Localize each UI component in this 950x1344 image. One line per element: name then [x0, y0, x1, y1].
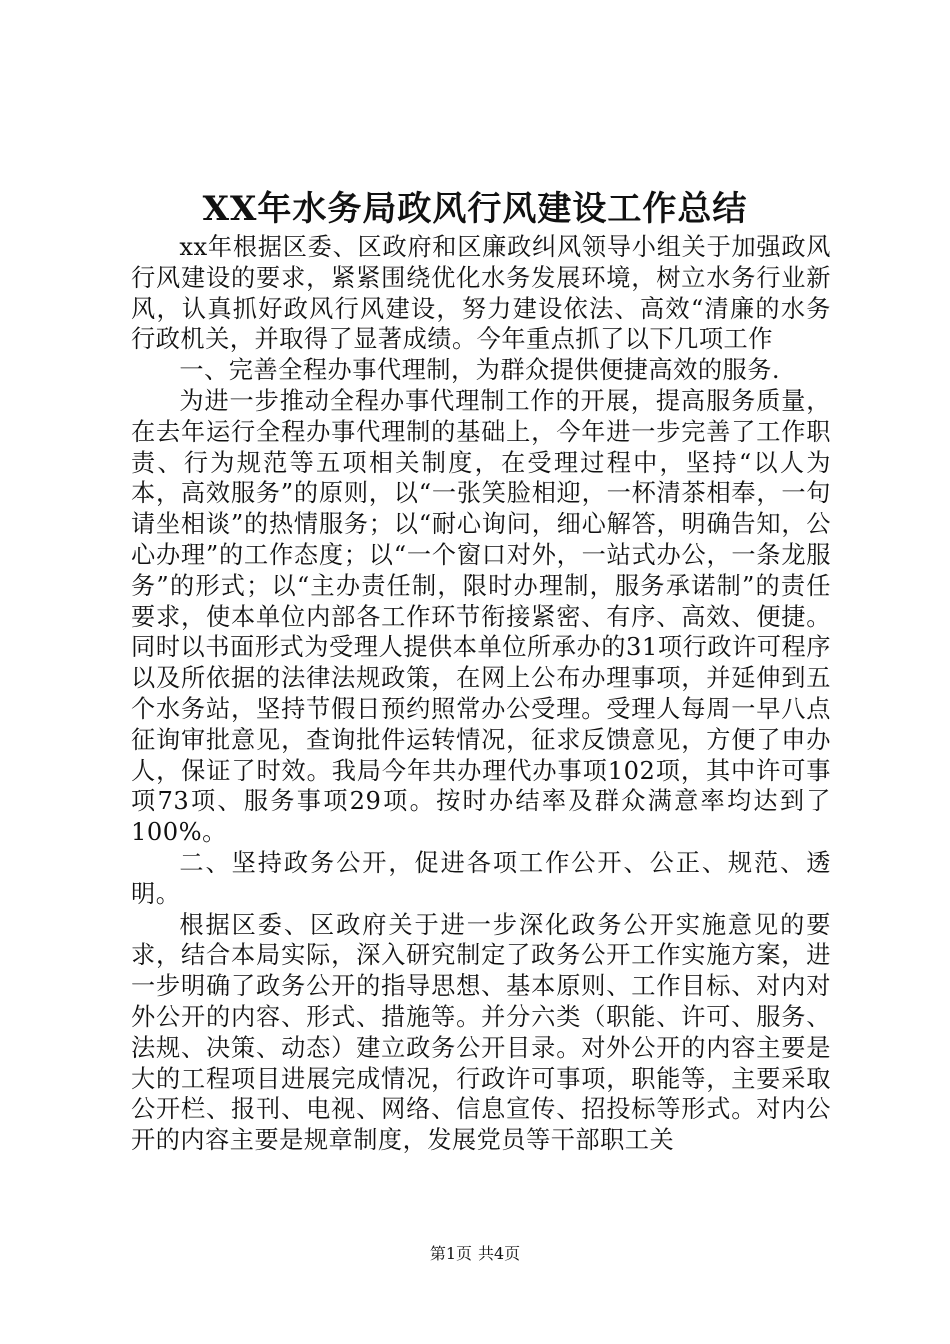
section-heading-2: 二、坚持政务公开，促进各项工作公开、公正、规范、透明。: [131, 848, 831, 908]
paragraph-section-1: 为进一步推动全程办事代理制工作的开展，提高服务质量，在去年运行全程办事代理制的基础上，今年进一步完善了工作职责、行为规范等五项相关制度，在受理过程中，坚持“以人为本，高效服务”的原则，以“一张笑脸相迎，一杯清茶相奉，一句请坐相谈”的热情服务；以“耐心询问，细心解答，明确告知，公心办理”的工作态度；以“一个窗口对外，一站式办公，一条龙服务”的形式；以“主办责任制，限时办理制，服务承诺制”的责任要求，使本单位内部各工作环节衔接紧密、有序、高效、便捷。同时以书面形式为受理人提供本单位所承办的31项行政许可程序以及所依据的法律法规政策，在网上公布办理事项，并延伸到五个水务站，坚持节假日预约照常办公受理。受理人每周一早八点征询审批意见，查询批件运转情况，征求反馈意见，方便了申办人，保证了时效。我局今年共办理代办事项102项，其中许可事项73项、服务事项29项。按时办结率及群众满意率均达到了100%。: [131, 386, 831, 847]
paragraph-section-2: 根据区委、区政府关于进一步深化政务公开实施意见的要求，结合本局实际，深入研究制定了政务公开工作实施方案，进一步明确了政务公开的指导思想、基本原则、工作目标、对内对外公开的内容、形式、措施等。并分六类（职能、许可、服务、法规、决策、动态）建立政务公开目录。对外公开的内容主要是大的工程项目进展完成情况，行政许可事项，职能等，主要采取公开栏、报刊、电视、网络、信息宣传、招投标等形式。对内公开的内容主要是规章制度，发展党员等干部职工关: [131, 910, 831, 1155]
document-title: XX年水务局政风行风建设工作总结: [202, 189, 748, 229]
page-footer: [0, 1243, 950, 1265]
section-heading-1: 一、完善全程办事代理制，为群众提供便捷高效的服务.: [179, 356, 781, 385]
page-number: 第1页: [429, 1244, 472, 1263]
page-total: 共4页: [478, 1244, 521, 1263]
document-body: [131, 232, 831, 1156]
paragraph-intro: xx年根据区委、区政府和区廉政纠风领导小组关于加强政风行风建设的要求，紧紧围绕优化水务发展环境，树立水务行业新风，认真抓好政风行风建设，努力建设依法、高效“清廉的水务行政机关，并取得了显著成绩。今年重点抓了以下几项工作: [131, 233, 831, 354]
